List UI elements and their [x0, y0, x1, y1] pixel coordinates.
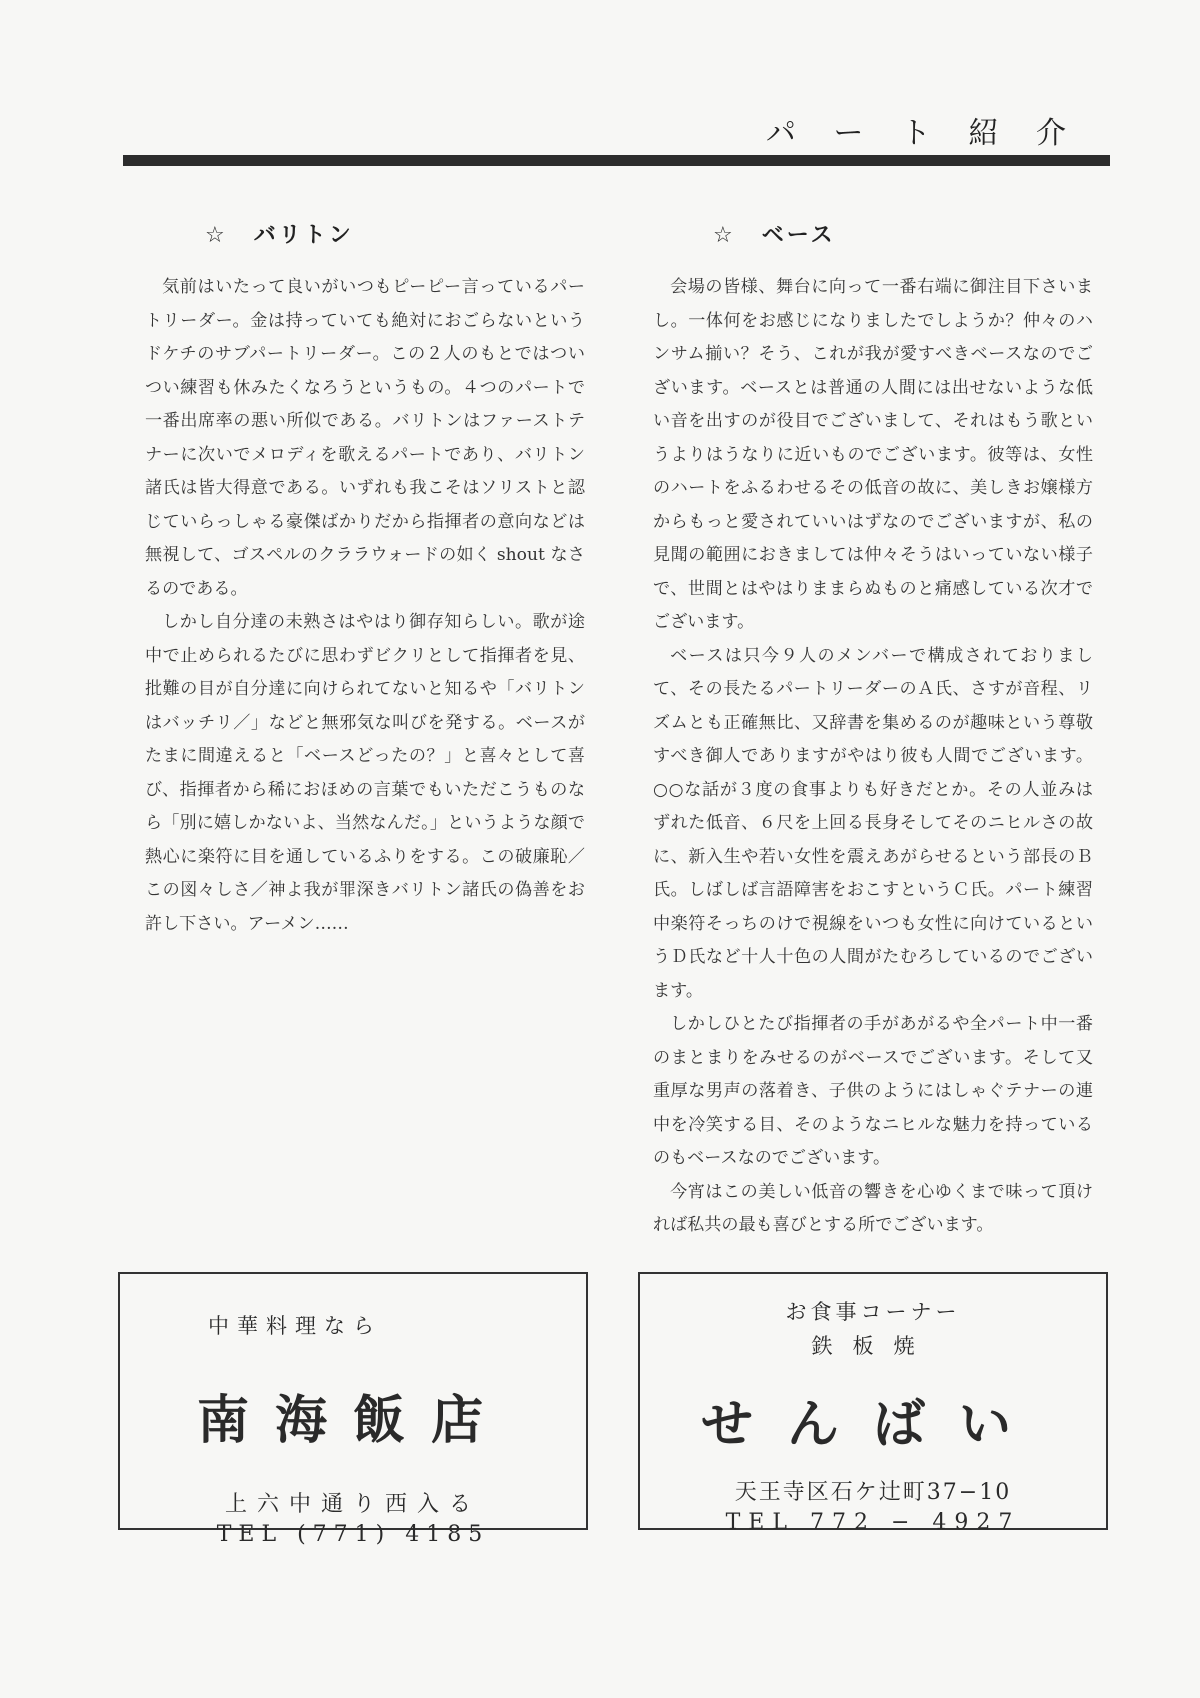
header-rule [123, 155, 1110, 166]
ad-tagline: お食事コーナー [785, 1300, 961, 1324]
baritone-heading [205, 218, 585, 249]
bass-paragraph-3: しかしひとたび指揮者の手があがるや全パート中一番のまとまりをみせるのがベースでございます。そして又重厚な男声の落着き、子供のようにはしゃぐテナーの連中を冷笑する目、そのようなニヒルな魅力を持っているのもベースなのでございます。 [653, 1014, 1093, 1168]
nankai-restaurant-ad [118, 1272, 588, 1547]
star-icon: ☆ [713, 223, 736, 248]
ad-tagline: 中華料理なら [208, 1314, 382, 1338]
ad-subtagline: 鉄板焼 [811, 1334, 935, 1358]
ad-shop-name: 南海飯店 [196, 1391, 509, 1451]
ad-shop-name: せんばい [700, 1395, 1045, 1455]
bass-heading-text: ベース [761, 223, 836, 248]
ad-phone: TEL 772 − 4927 [725, 1510, 1021, 1535]
bass-section [653, 218, 1093, 1243]
ad-phone: TEL (771) 4185 [216, 1522, 490, 1547]
baritone-heading-text: バリトン [253, 223, 354, 248]
bass-heading [713, 218, 1093, 249]
baritone-section [145, 218, 585, 941]
senbai-restaurant-ad [638, 1272, 1108, 1535]
star-icon: ☆ [205, 223, 228, 248]
ad-address: 上六中通り西入る [224, 1492, 481, 1517]
baritone-paragraph-2: しかし自分達の未熟さはやはり御存知らしい。歌が途中で止められるたびに思わずビクリとして指揮者を見、批難の目が自分達に向けられてないと知るや「バリトンはバッチリ／」などと無邪気な叫びを発する。ベースがたまに間違えると「ベースどったの？」と喜々として喜び、指揮者から稀におほめの言葉でもいただこうものなら「別に嬉しかないよ、当然なんだ。」というような顔で熱心に楽符に目を通しているふりをする。この破廉恥／この図々しさ／神よ我が罪深きバリトン諸氏の偽善をお許し下さい。アーメン…… [145, 612, 585, 934]
ad-address: 天王寺区石ケ辻町37−10 [734, 1480, 1012, 1505]
page-title: パ ー ト 紹 介 [765, 116, 1080, 151]
bass-paragraph-2: ベースは只今９人のメンバーで構成されておりまして、その長たるパートリーダーのＡ氏、さすが音程、リズムとも正確無比、又辞書を集めるのが趣味という尊敬すべき御人でありますがやはり彼も人間でございます。○○な話が３度の食事よりも好きだとか。その人並みはずれた低音、６尺を上回る長身そしてそのニヒルさの故に、新入生や若い女性を震えあがらせるという部長のＢ氏。しばしば言語障害をおこすというＣ氏。パート練習中楽符そっちのけで視線をいつも女性に向けているというＤ氏など十人十色の人間がたむろしているのでございます。 [653, 645, 1093, 1001]
bass-paragraph-4: 今宵はこの美しい低音の響きを心ゆくまで味って頂ければ私共の最も喜びとする所でございます。 [653, 1181, 1093, 1235]
bass-paragraph-1: 会場の皆様、舞台に向って一番右端に御注目下さいまし。一体何をお感じになりましたでしようか？仲々のハンサム揃い？そう、これが我が愛すべきベースなのでございます。ベースとは普通の人間には出せないような低い音を出すのが役目でございまして、それはもう歌というよりはうなりに近いものでございます。彼等は、女性のハートをふるわせるその低音の故に、美しきお嬢様方からもっと愛されていいはずなのでございますが、私の見聞の範囲におきましては仲々そうはいっていない様子で、世間とはやはりままらぬものと痛感している次才でございます。 [653, 277, 1093, 632]
baritone-paragraph-1: 気前はいたって良いがいつもピーピー言っているパートリーダー。金は持っていても絶対におごらないというドケチのサブパートリーダー。この２人のもとではついつい練習も休みたくなろうというもの。４つのパートで一番出席率の悪い所似である。バリトンはファーストテナーに次いでメロディを歌えるパートであり、バリトン諸氏は皆大得意である。いずれも我こそはソリストと認じていらっしゃる豪傑ばかりだから指揮者の意向などは無視して、ゴスペルのクララウォードの如く shout なさるのである。 [145, 277, 585, 599]
